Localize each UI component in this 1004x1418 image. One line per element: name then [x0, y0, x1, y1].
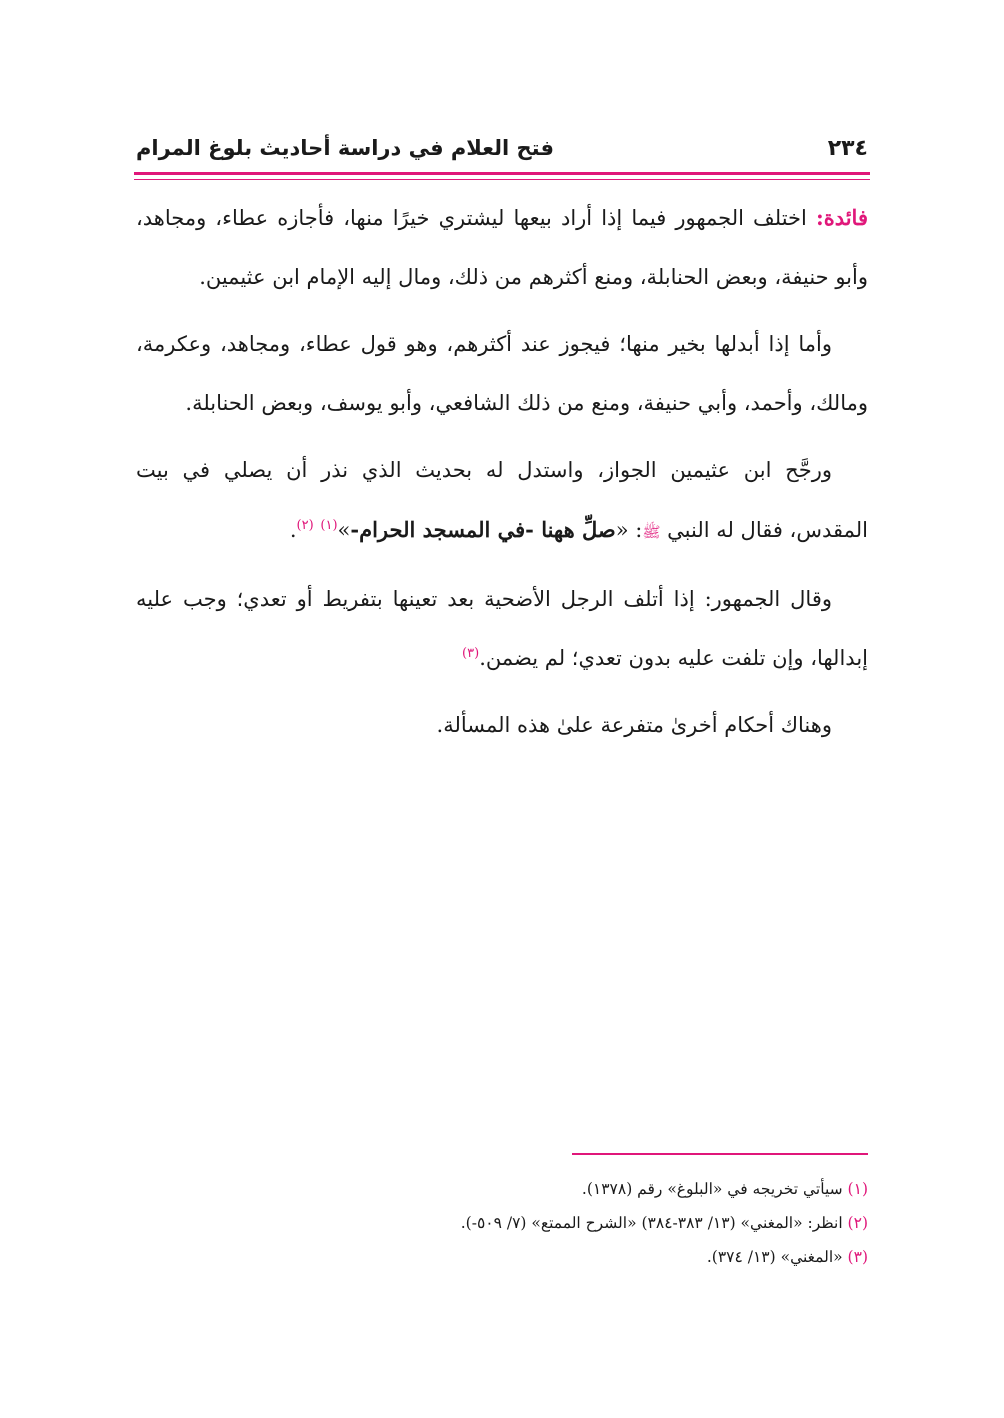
paragraph-3-end: .: [289, 518, 297, 542]
hadith-quote-rest: -في المسجد الحرام-: [350, 517, 542, 542]
footnotes: [136, 1172, 868, 1274]
header-rule-thin: [134, 179, 870, 180]
paragraph-1: [136, 188, 868, 307]
footnote-number: (١): [847, 1180, 868, 1198]
footnote-1: [136, 1172, 868, 1206]
footnote-3: [136, 1240, 868, 1274]
header-rule-thick: [134, 172, 870, 175]
footnote-ref-3[interactable]: (٣): [462, 646, 480, 661]
paragraph-4: [136, 570, 868, 688]
footnote-number: (٢): [847, 1214, 868, 1232]
footnote-2: [136, 1206, 868, 1240]
quote-close: »: [337, 518, 351, 542]
paragraph-4-text: وقال الجمهور: إذا أتلف الرجل الأضحية بعد تعينها بتفريط أو تعدي؛ وجب عليه إبدالها، وإن تلفت عليه بدون تعدي؛ لم يضمن.: [136, 587, 868, 670]
footnote-text: انظر: «المغني» (١٣/ ٣٨٣-٣٨٤) «الشرح الممتع» (٧/ ٥٠٩-).: [460, 1214, 848, 1232]
quote-open: : «: [615, 518, 643, 542]
footnote-separator: [572, 1153, 868, 1155]
book-title: فتح العلام في دراسة أحاديث بلوغ المرام: [136, 136, 554, 160]
footnote-text: «المغني» (١٣/ ٣٧٤).: [706, 1248, 848, 1266]
paragraph-3-text: ورجَّح ابن عثيمين الجواز، واستدل له بحديث الذي نذر أن يصلي في بيت المقدس، فقال له النبي: [136, 458, 868, 542]
page-number: ٢٣٤: [827, 135, 868, 161]
paragraph-1-text: اختلف الجمهور فيما إذا أراد بيعها ليشتري خيرًا منها، فأجازه عطاء، ومجاهد، وأبو حنيفة، وبعض الحنابلة، ومنع أكثرهم من ذلك، ومال إليه الإمام ابن عثيمين.: [136, 206, 868, 289]
footnote-ref-2[interactable]: (٢): [296, 518, 314, 533]
honorific-icon: ﷺ: [642, 523, 661, 541]
benefit-label: فائدة:: [815, 205, 868, 230]
hadith-quote-bold: صلِّ ههنا: [541, 517, 616, 542]
running-header: [136, 128, 868, 168]
footnote-ref-1[interactable]: (١): [320, 518, 338, 533]
paragraph-2: وأما إذا أبدلها بخير منها؛ فيجوز عند أكثرهم، وهو قول عطاء، ومجاهد، وعكرمة، ومالك، وأحمد، وأبي حنيفة، ومنع من ذلك الشافعي، وأبو يوسف، وبعض الحنابلة.: [136, 332, 868, 415]
main-text: [136, 188, 868, 763]
footnote-number: (٣): [847, 1248, 868, 1266]
paragraph-3: [136, 441, 868, 562]
footnote-text: سيأتي تخريجه في «البلوغ» رقم (١٣٧٨).: [581, 1180, 848, 1198]
paragraph-5: وهناك أحكام أخرىٰ متفرعة علىٰ هذه المسألة.: [436, 713, 832, 737]
